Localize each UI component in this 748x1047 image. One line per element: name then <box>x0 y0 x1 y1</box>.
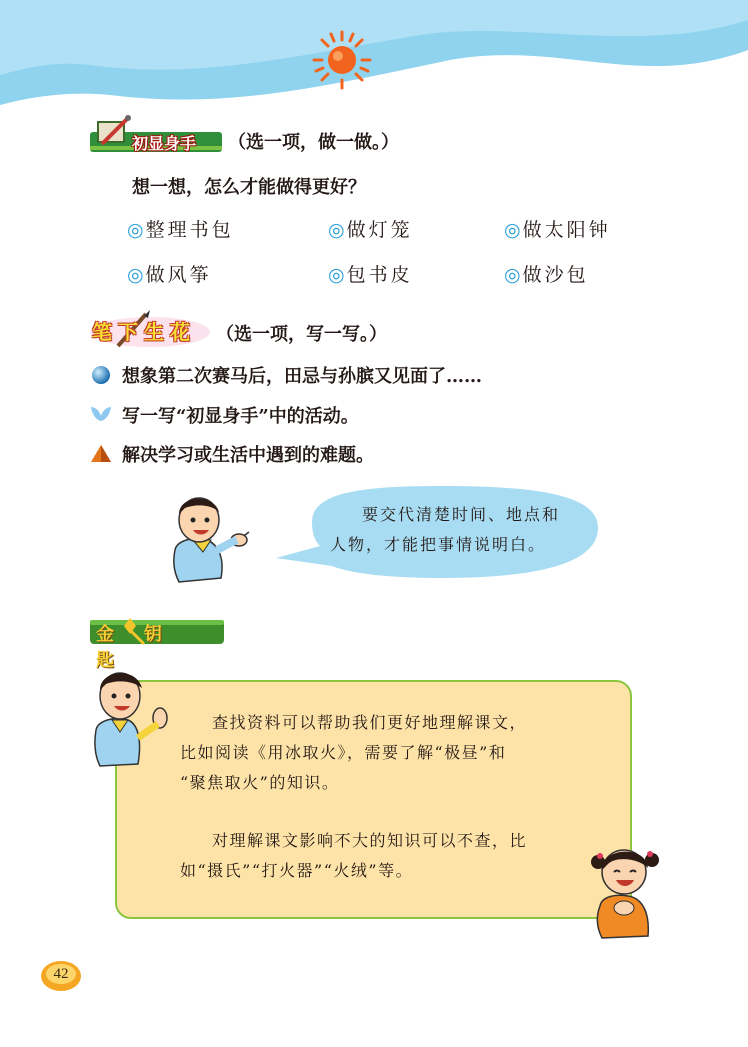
option-ring-icon: ◎ <box>504 219 521 241</box>
badge-label: 金钥匙 <box>96 624 192 671</box>
option-item: ◎ 做灯笼 <box>328 219 413 241</box>
option-item: ◎ 整理书包 <box>127 219 234 241</box>
section1-instruction: （选一项，做一做。） <box>228 132 399 153</box>
tip-paragraph-1: 查找资料可以帮助我们更好地理解课文， 比如阅读《用冰取火》，需要了解“极昼”和 “聚焦取火”的知识。 <box>180 713 528 792</box>
boy-waving-illustration <box>88 660 174 770</box>
girl-illustration <box>586 836 666 940</box>
list-item: 写一写“初显身手”中的活动。 <box>90 402 359 428</box>
section-badge-chuxianshenshou <box>88 112 224 156</box>
option-ring-icon: ◎ <box>328 219 345 241</box>
tip-paragraph-2: 对理解课文影响不大的知识可以不查，比 如“摄氏”“打火器”“火绒”等。 <box>180 831 528 880</box>
badge-label: 初显身手 <box>132 134 197 153</box>
badge-label: 笔下生花 <box>92 320 196 344</box>
section1-question: 想一想，怎么才能做得更好？ <box>132 177 366 198</box>
sun-icon <box>312 30 372 90</box>
option-ring-icon: ◎ <box>328 264 345 286</box>
section-badge-jinyaoshi <box>90 618 224 671</box>
list-item: 想象第二次赛马后，田忌与孙膑又见面了…… <box>90 362 482 388</box>
option-item: ◎ 包书皮 <box>328 264 413 286</box>
option-item: ◎ 做沙包 <box>504 264 589 286</box>
list-item: 解决学习或生活中遇到的难题。 <box>90 441 374 467</box>
page-number: 42 <box>53 966 69 982</box>
option-item: ◎ 做太阳钟 <box>504 219 611 241</box>
boy-pointing-illustration <box>155 490 255 588</box>
orange-pyramid-icon <box>90 443 112 465</box>
option-ring-icon: ◎ <box>504 264 521 286</box>
blue-ball-icon <box>90 364 112 386</box>
option-item: ◎ 做风筝 <box>127 264 212 286</box>
option-ring-icon: ◎ <box>127 264 144 286</box>
butterfly-icon <box>90 404 112 426</box>
section-badge-bixiashenghua <box>88 310 212 350</box>
bubble-text: 要交代清楚时间、地点和 人物，才能把事情说明白。 <box>330 505 561 554</box>
section2-instruction: （选一项，写一写。） <box>216 324 387 345</box>
sky-header-decoration <box>0 0 748 120</box>
option-ring-icon: ◎ <box>127 219 144 241</box>
